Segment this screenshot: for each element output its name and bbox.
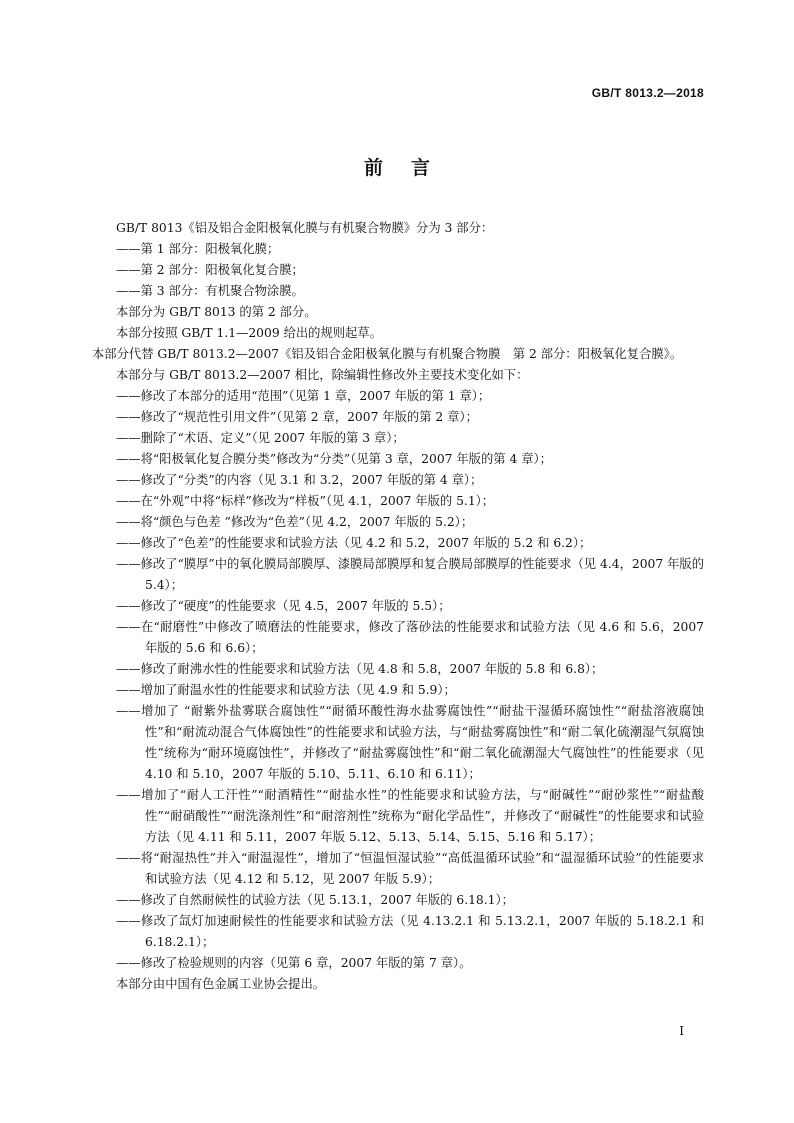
part-item: —— 第 1 部分：阳极氧化膜； (92, 239, 704, 260)
change-item: —— 增加了 “耐紫外盐雾联合腐蚀性”“耐循环酸性海水盐雾腐蚀性”“耐盐干湿循环腐蚀性”“耐盐溶液腐蚀性”和“耐流动混合气体腐蚀性”的性能要求和试验方法，与“耐盐雾腐蚀性”和“耐二氧化硫潮湿气氛腐蚀性”统称为“耐环境腐蚀性”，并修改了“耐盐雾腐蚀性”和“耐二氧化硫潮湿大气腐蚀性”的性能要求（见 4.10 和 5.10，2007 年版的 5.10、5.11、6.10 和 6.11）； (92, 701, 704, 785)
standard-code: GB/T 8013.2—2018 (591, 86, 704, 100)
closing-paragraph: 本部分由中国有色金属工业协会提出。 (116, 977, 326, 991)
page-title: 前言 (363, 157, 458, 179)
change-item: —— 修改了“色差”的性能要求和试验方法（见 4.2 和 5.2，2007 年版的 5.2 和 6.2）； (92, 533, 704, 554)
part-item: —— 第 3 部分：有机聚合物涂膜。 (92, 281, 704, 302)
change-item: —— 修改了“膜厚”中的氧化膜局部膜厚、漆膜局部膜厚和复合膜局部膜厚的性能要求（见 4.4，2007 年版的 5.4）； (92, 554, 704, 596)
intro-paragraph: GB/T 8013《铝及铝合金阳极氧化膜与有机聚合物膜》分为 3 部分： (116, 221, 494, 235)
change-item: —— 修改了耐沸水性的性能要求和试验方法（见 4.8 和 5.8，2007 年版的 5.8 和 6.8）； (92, 659, 704, 680)
statement-paragraph: 本部分为 GB/T 8013 的第 2 部分。 (116, 305, 317, 319)
foreword-body (92, 218, 704, 995)
statement-paragraph: 本部分与 GB/T 8013.2—2007 相比，除编辑性修改外主要技术变化如下： (116, 368, 529, 382)
change-item: —— 将“颜色与色差 ”修改为“色差”（见 4.2，2007 年版的 5.2）； (92, 512, 704, 533)
change-item: —— 修改了“分类”的内容（见 3.1 和 3.2，2007 年版的第 4 章）； (92, 470, 704, 491)
part-item: —— 第 2 部分：阳极氧化复合膜； (92, 260, 704, 281)
change-item: —— 在“耐磨性”中修改了喷磨法的性能要求，修改了落砂法的性能要求和试验方法（见 4.6 和 5.6，2007 年版的 5.6 和 6.6）； (92, 617, 704, 659)
change-item: —— 增加了耐温水性的性能要求和试验方法（见 4.9 和 5.9）； (92, 680, 704, 701)
statement-paragraph: 本部分按照 GB/T 1.1—2009 给出的规则起草。 (116, 326, 382, 340)
page-number: I (679, 1024, 684, 1038)
change-item: —— 修改了检验规则的内容（见第 6 章，2007 年版的第 7 章）。 (92, 953, 704, 974)
change-item: —— 增加了“耐人工汗性”“耐酒精性”“耐盐水性”的性能要求和试验方法，与“耐碱性”“耐砂浆性”“耐盐酸性”“耐硝酸性”“耐洗涤剂性”和“耐溶剂性”统称为“耐化学品性”，并修改了“耐碱性”的性能要求和试验方法（见 4.11 和 5.11，2007 年版 5.12、5.13、5.14、5.15、5.16 和 5.17）； (92, 785, 704, 848)
change-item: —— 修改了“硬度”的性能要求（见 4.5，2007 年版的 5.5）； (92, 596, 704, 617)
change-item: —— 修改了本部分的适用“范围”（见第 1 章，2007 年版的第 1 章）； (92, 386, 704, 407)
change-item: —— 将“阳极氧化复合膜分类”修改为“分类”（见第 3 章，2007 年版的第 4 章）； (92, 449, 704, 470)
change-item: —— 将“耐湿热性”并入“耐温湿性”，增加了“恒温恒湿试验”“高低温循环试验”和“温湿循环试验”的性能要求和试验方法（见 4.12 和 5.12，见 2007 年版 5.9）； (92, 848, 704, 890)
change-item: —— 修改了氙灯加速耐候性的性能要求和试验方法（见 4.13.2.1 和 5.13.2.1，2007 年版的 5.18.2.1 和 6.18.2.1）； (92, 911, 704, 953)
statement-paragraph: 本部分代替 GB/T 8013.2—2007《铝及铝合金阳极氧化膜与有机聚合物膜 第 2 部分：阳极氧化复合膜》。 (92, 347, 683, 361)
change-item: —— 删除了“术语、定义”（见 2007 年版的第 3 章）； (92, 428, 704, 449)
change-item: —— 修改了“规范性引用文件”（见第 2 章，2007 年版的第 2 章）； (92, 407, 704, 428)
change-item: —— 在“外观”中将“标样”修改为“样板”（见 4.1，2007 年版的 5.1）； (92, 491, 704, 512)
change-item: —— 修改了自然耐候性的试验方法（见 5.13.1，2007 年版的 6.18.1）； (92, 890, 704, 911)
